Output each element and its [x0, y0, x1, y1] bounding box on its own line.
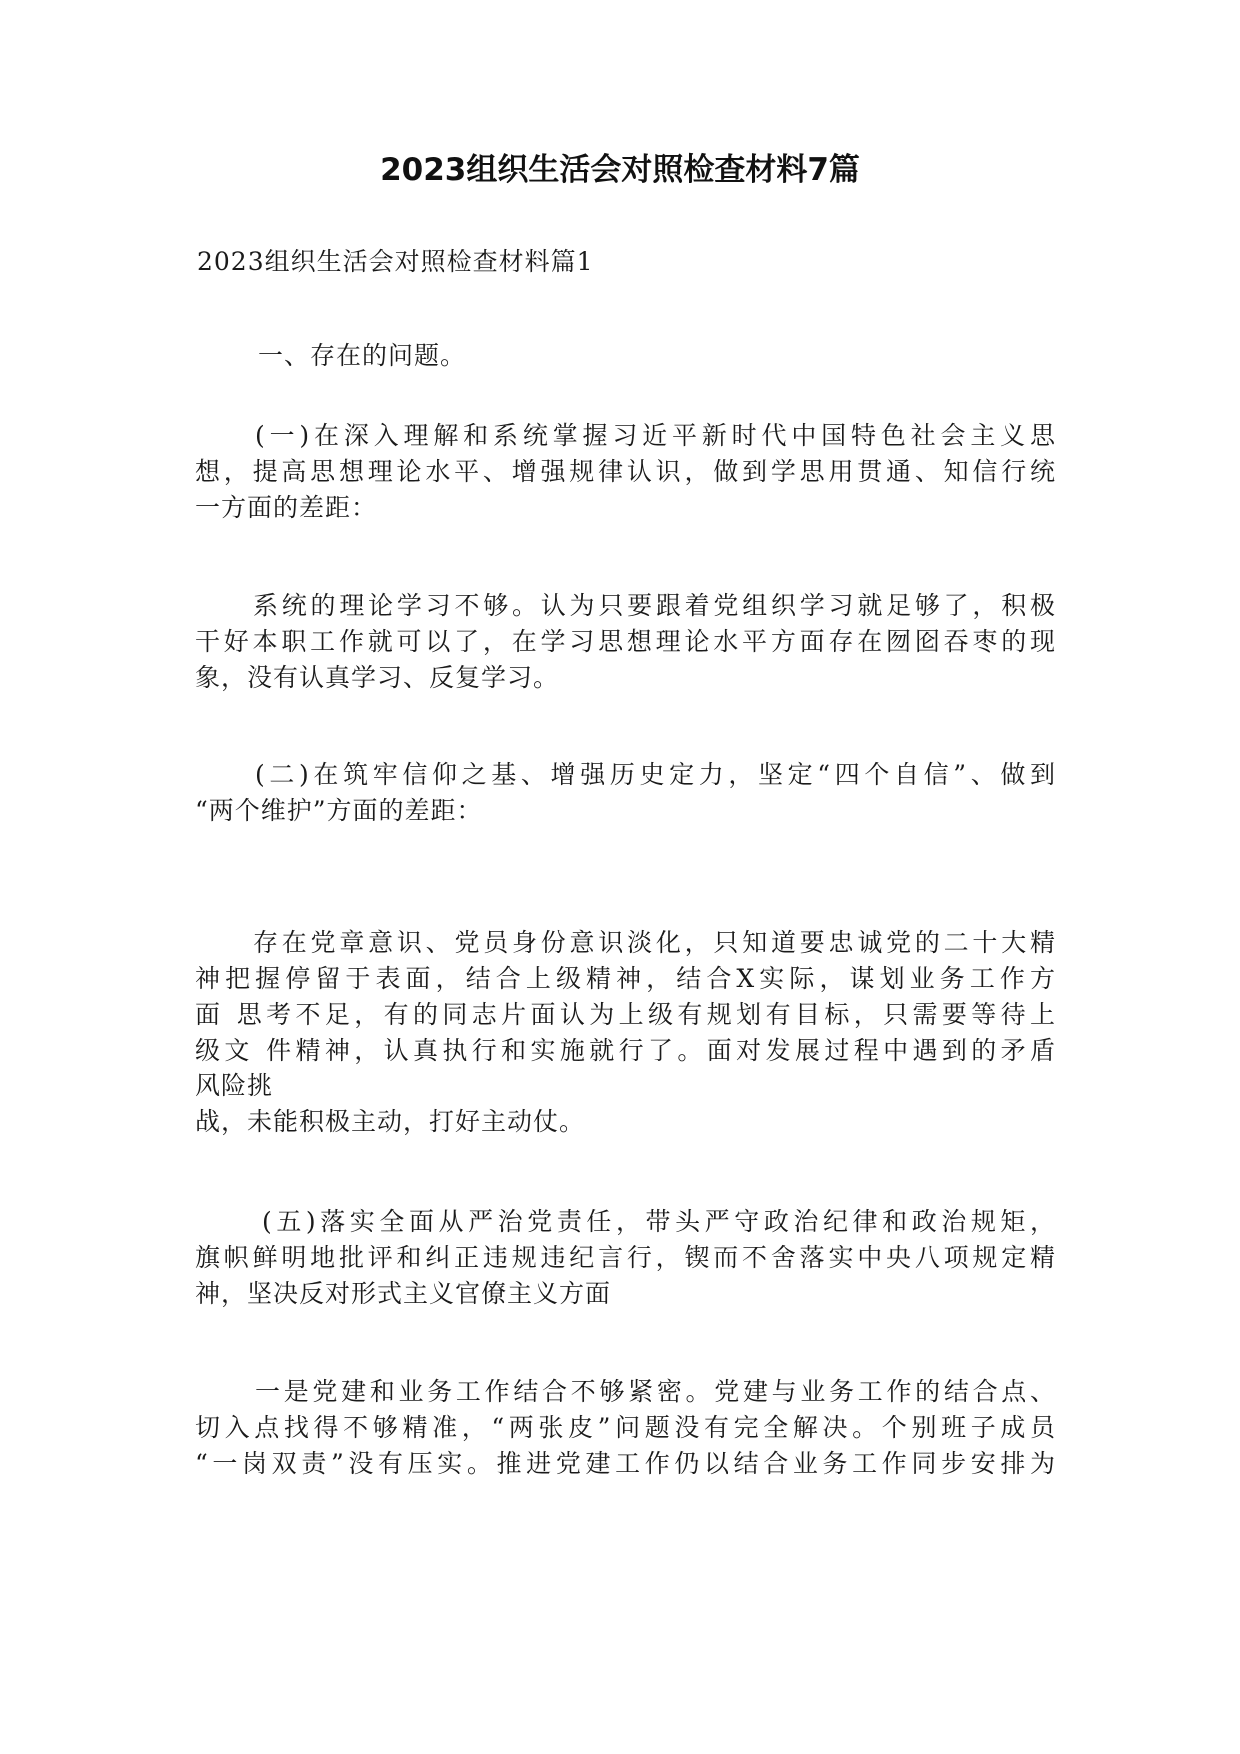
paragraph-line: “一岗双责”没有压实。推进党建工作仍以结合业务工作同步安排为	[195, 1449, 1055, 1478]
paragraph-line: (一)在深入理解和系统掌握习近平新时代中国特色社会主义思	[255, 421, 1055, 450]
paragraph-line: 切入点找得不够精准，“两张皮”问题没有完全解决。个别班子成员	[195, 1413, 1055, 1442]
paragraph-line: 神，坚决反对形式主义官僚主义方面	[195, 1279, 612, 1308]
paragraph-line: 神把握停留于表面，结合上级精神，结合X实际，谋划业务工作方	[195, 964, 1055, 993]
paragraph-line: 战，未能积极主动，打好主动仗。	[195, 1107, 586, 1136]
paragraph-line: 系统的理论学习不够。认为只要跟着党组织学习就足够了，积极	[253, 591, 1055, 620]
paragraph-line: 级文 件精神，认真执行和实施就行了。面对发展过程中遇到的矛盾	[195, 1036, 1055, 1065]
paragraph-line: 存在党章意识、党员身份意识淡化，只知道要忠诚党的二十大精	[253, 928, 1055, 957]
section-heading: 一、存在的问题。	[258, 341, 467, 370]
paragraph-line: 风险挑	[195, 1071, 274, 1100]
paragraph-line: 旗帜鲜明地批评和纠正违规违纪言行，锲而不舍落实中央八项规定精	[195, 1243, 1055, 1272]
document-subtitle: 2023组织生活会对照检查材料篇1	[197, 247, 594, 276]
paragraph-line: 一方面的差距：	[195, 493, 378, 522]
paragraph-line: 面 思考不足，有的同志片面认为上级有规划有目标，只需要等待上	[195, 1000, 1055, 1029]
paragraph-line: 想，提高思想理论水平、增强规律认识，做到学思用贯通、知信行统	[195, 457, 1055, 486]
paragraph-line: 干好本职工作就可以了，在学习思想理论水平方面存在囫囵吞枣的现	[195, 627, 1055, 656]
paragraph-line: 一是党建和业务工作结合不够紧密。党建与业务工作的结合点、	[255, 1377, 1055, 1406]
document-title: 2023组织生活会对照检查材料7篇	[380, 152, 860, 188]
paragraph-line: 象，没有认真学习、反复学习。	[195, 663, 560, 692]
paragraph-line: “两个维护”方面的差距：	[195, 796, 483, 825]
paragraph-line: (二)在筑牢信仰之基、增强历史定力，坚定“四个自信”、做到	[255, 760, 1055, 789]
paragraph-line: (五)落实全面从严治党责任，带头严守政治纪律和政治规矩，	[262, 1207, 1055, 1236]
